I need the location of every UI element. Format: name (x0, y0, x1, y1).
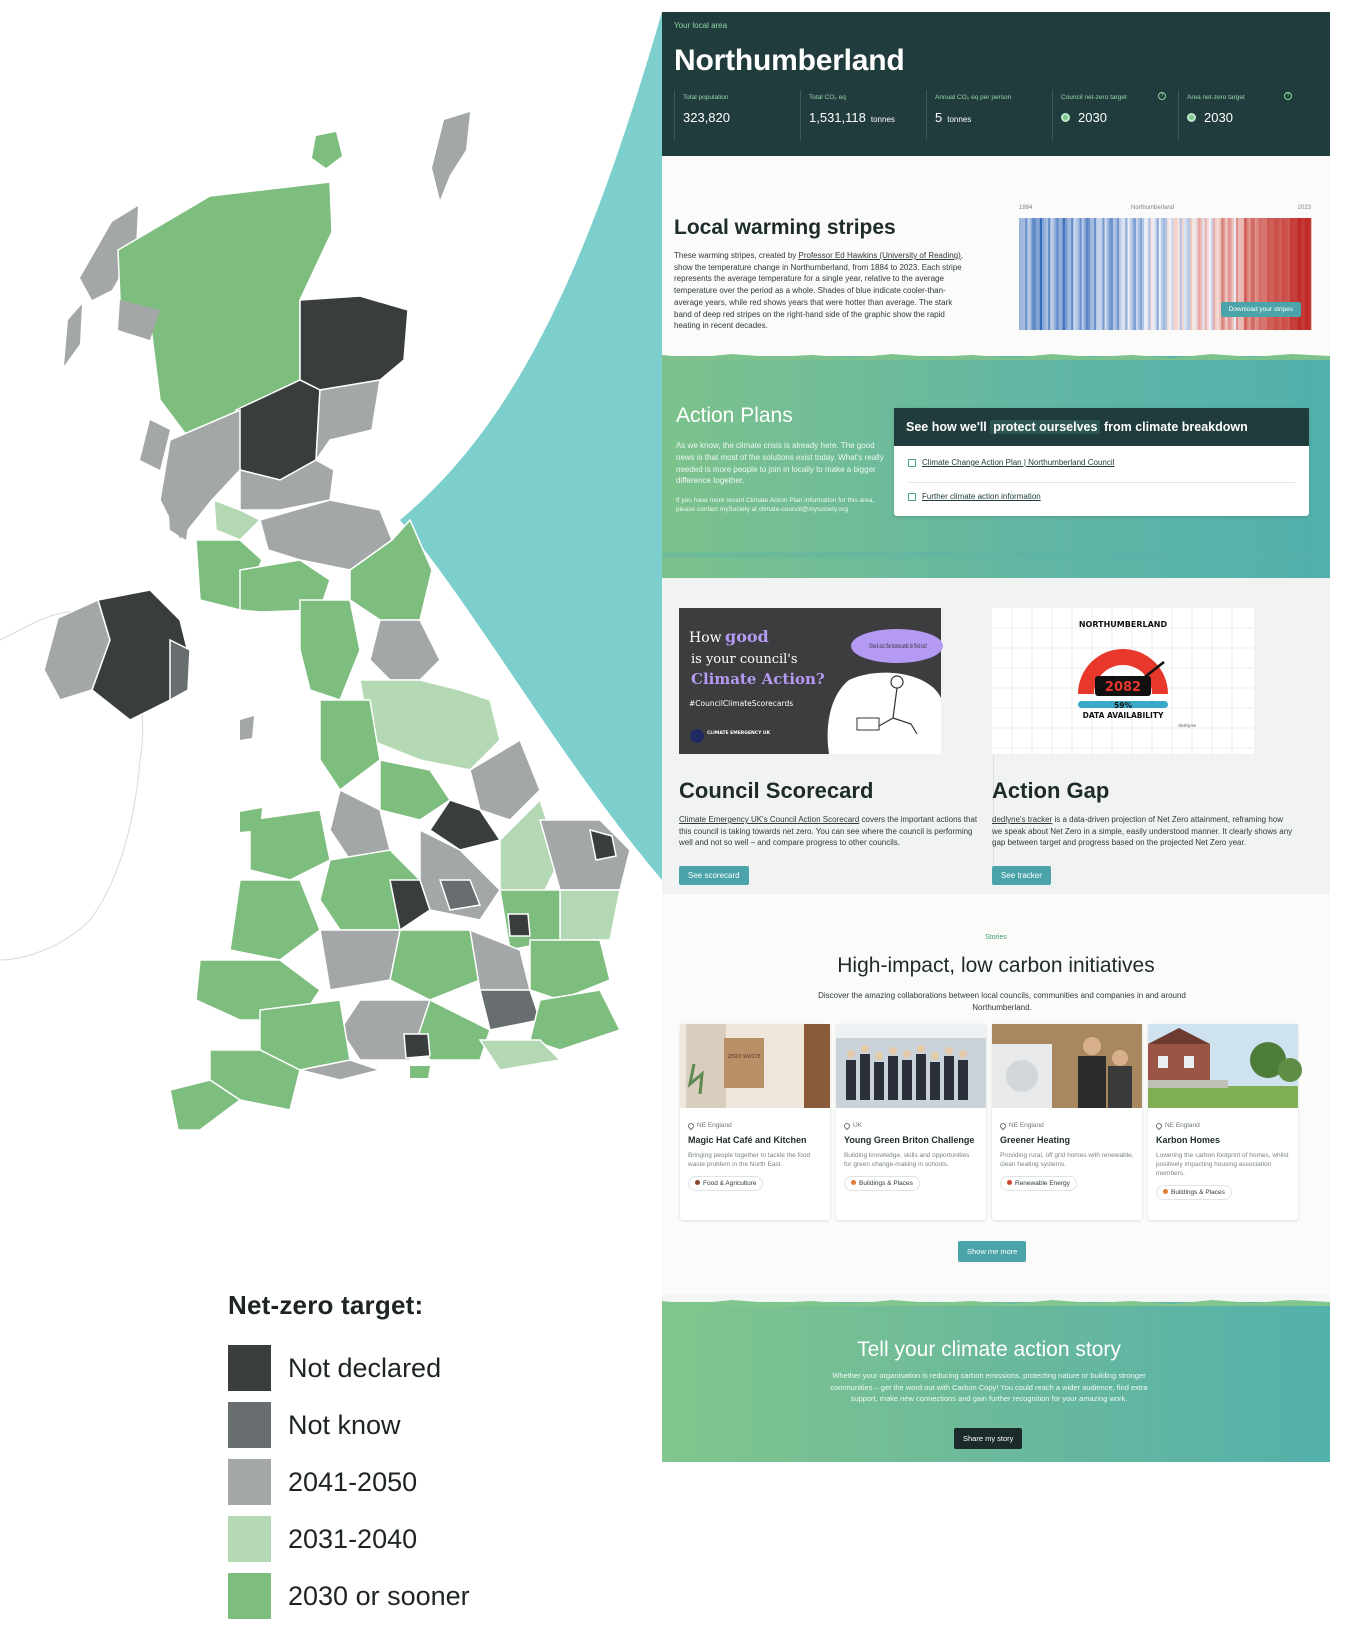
warming-stripe (1023, 218, 1025, 330)
story-title: Young Green Briton Challenge (844, 1135, 975, 1145)
section-heading: Action Gap (992, 778, 1110, 803)
legend-label: 2031-2040 (288, 1523, 418, 1554)
warming-stripe (1048, 218, 1050, 330)
img-pct: 59% (1114, 701, 1132, 710)
stat-value: 2030 (1078, 110, 1107, 125)
warming-stripe (1148, 218, 1150, 330)
warming-stripe (1036, 218, 1038, 330)
warming-stripe (1169, 218, 1171, 330)
img-hashtag: #CouncilClimateScorecards (689, 699, 794, 708)
legend-swatch (228, 1516, 271, 1562)
map-legend (228, 1290, 548, 1630)
warming-stripe (1046, 218, 1048, 330)
img-brand: dedlyne (1178, 724, 1197, 729)
story-location (1156, 1122, 1290, 1129)
warming-stripe (1190, 218, 1192, 330)
warming-stripe (1050, 218, 1052, 330)
share-story-button[interactable]: Share my story (954, 1428, 1022, 1449)
legend-swatch (228, 1402, 271, 1448)
warming-stripe (1032, 218, 1034, 330)
img-line2: is your council's (691, 652, 798, 667)
warming-stripe (1203, 218, 1205, 330)
stat-unit: tonnes (870, 115, 895, 124)
warming-stripe (1127, 218, 1129, 330)
stat-unit: tonnes (947, 115, 972, 124)
tag-text: Food & Agriculture (703, 1180, 757, 1187)
legend-item-2041-2050 (228, 1459, 548, 1505)
local-area-page (662, 12, 1330, 1462)
region-cumbria (300, 600, 360, 700)
plans-description: As we know, the climate crisis is already here. The good news is that most of the solutions exist today. What's really needed is more people to join in locally to make a bigger difference together. (676, 441, 884, 486)
legend-item-not-know (228, 1402, 548, 1448)
tag-dot (851, 1180, 856, 1185)
region-isle-of-wight (410, 1066, 430, 1078)
download-stripes-button[interactable]: Download your stripes (1221, 302, 1301, 317)
stat-value-wrap (809, 110, 918, 125)
page-title: Northumberland (674, 44, 905, 77)
story-title: Magic Hat Café and Kitchen (688, 1135, 807, 1145)
warming-stripe (1186, 218, 1188, 330)
warming-stripe (1079, 218, 1081, 330)
warming-stripe (1065, 218, 1067, 330)
story-description: Providing rural, off grid homes with renewable, clean heating systems. (1000, 1152, 1134, 1168)
location-text: NE England (697, 1122, 732, 1129)
stat-value-wrap (1061, 110, 1170, 125)
img-bubble: Check out the Scorecards to find out! (869, 642, 927, 650)
text-part: is a data-driven projection of Net Zero attainment, reframing how we speak about Net Zero in a simple, easily understood manner. It clearly shows any gap between target and progress based on the projected Net Zero year. (992, 815, 1293, 848)
warming-stripe (1019, 218, 1021, 330)
action-gap-card (975, 578, 1303, 894)
legend-title: Net-zero target: (228, 1290, 424, 1320)
story-card[interactable] (836, 1024, 986, 1220)
target-dot-icon (1187, 113, 1196, 122)
story-card[interactable] (992, 1024, 1142, 1220)
legend-swatch (228, 1459, 271, 1505)
location-text: NE England (1009, 1122, 1044, 1129)
warming-stripe (1086, 218, 1088, 330)
warming-stripe (1155, 218, 1157, 330)
section-heading: Tell your climate action story (857, 1338, 1121, 1361)
warming-stripe (1307, 218, 1309, 330)
legend-swatch (228, 1573, 271, 1619)
legend-label: 2041-2050 (288, 1466, 418, 1497)
dedlyne-link[interactable]: dedlyne's tracker (992, 815, 1053, 824)
warming-stripe (1096, 218, 1098, 330)
story-image (1148, 1024, 1298, 1108)
warming-stripe (1140, 218, 1142, 330)
img-good: good (725, 627, 769, 646)
region-shetland (432, 112, 470, 200)
warming-stripe (1057, 218, 1059, 330)
warming-stripe (1109, 218, 1111, 330)
story-description: Lowering the carbon footprint of homes, whilst positively impacting housing association members. (1156, 1152, 1289, 1177)
action-plan-card (894, 408, 1309, 516)
story-location (688, 1122, 822, 1129)
link-text: Further climate action information (922, 492, 1041, 501)
region-north-yorkshire (360, 680, 500, 770)
uk-map-svg (0, 0, 700, 1200)
region-mid-wales (230, 880, 320, 960)
stories-eyebrow: Stories (985, 934, 1007, 941)
legend-label: Not know (288, 1409, 401, 1440)
text-part: covers the important actions that this council is taking towards net zero. You can see where the council is performing well and not so well – and compare progress to other councils. (679, 815, 978, 848)
warming-stripe (1152, 218, 1154, 330)
tag-text: Buildings & Places (859, 1180, 913, 1187)
section-heading: Council Scorecard (679, 778, 874, 803)
action-gap-image (992, 608, 1254, 754)
warming-stripe (1105, 218, 1107, 330)
warming-stripes-section (662, 156, 1330, 356)
region-aberdeenshire (300, 296, 408, 390)
stat-value-wrap (935, 110, 1044, 125)
help-icon[interactable]: ? (1158, 92, 1166, 100)
external-link-icon (908, 493, 916, 501)
warming-stripe (1142, 218, 1144, 330)
plans-note: If you have more recent Climate Action Plan information for this area, please contact mySociety at climate-council@mysociety.org (676, 497, 875, 513)
legend-swatch (228, 1345, 271, 1391)
region-durham (370, 620, 440, 680)
warming-stripe (1111, 218, 1113, 330)
region-lancashire (320, 700, 380, 790)
location-pin-icon (687, 1121, 695, 1129)
warming-stripe (1025, 218, 1027, 330)
warming-stripe (1119, 218, 1121, 330)
stat-label: Annual CO₂ eq per person (935, 94, 1012, 101)
warming-stripe (1082, 218, 1084, 330)
stat-value: 1,531,118 (809, 110, 866, 125)
section-heading: Local warming stripes (674, 216, 896, 239)
story-location (844, 1122, 978, 1129)
legend-label: Not declared (288, 1352, 442, 1383)
warming-stripe (1194, 218, 1196, 330)
warming-stripe (1021, 218, 1023, 330)
warming-stripe (1098, 218, 1100, 330)
warming-stripe (1034, 218, 1036, 330)
legend-item-2031-2040 (228, 1516, 548, 1562)
warming-stripe (1059, 218, 1061, 330)
warming-stripe (1054, 218, 1056, 330)
warming-stripe (1196, 218, 1198, 330)
stat-value: 323,820 (683, 110, 730, 125)
target-dot-icon (1061, 113, 1070, 122)
tag-dot (1007, 1180, 1012, 1185)
warming-stripe (1167, 218, 1169, 330)
warming-stripe (1132, 218, 1134, 330)
warming-stripe (1027, 218, 1029, 330)
warming-stripe (1075, 218, 1077, 330)
scorecard-card (662, 578, 990, 894)
cta-description: Whether your organisation is reducing carbon emissions, protecting nature or building stronger communities – get the word out with Carbon Copy! You could reach a wider audience, find extra support, make new connections and gain further recognition for your amazing work. (830, 1371, 1148, 1403)
scorecard-image (679, 608, 941, 754)
warming-stripe (1180, 218, 1182, 330)
region-orkney (312, 132, 342, 168)
warming-stripe (1094, 218, 1096, 330)
see-scorecard-button[interactable]: See scorecard (679, 866, 749, 885)
warming-stripe (1067, 218, 1069, 330)
stripes-description (674, 250, 970, 332)
stat-value-wrap (1187, 110, 1296, 125)
region-ni-east (170, 640, 190, 700)
img-logo: CLIMATE EMERGENCY UK (707, 731, 771, 736)
warming-stripe (1071, 218, 1073, 330)
img-text: ZERO WASTE (727, 1054, 761, 1060)
text-part: , show the temperature change in Northumberland, from 1884 to 2023. Each stripe represents the average temperature for a single year, relative to the average temperature over the period as a whole. Shades of blue indicate cooler-than-average years, while red shows years that were hotter than average. The stark band of deep red stripes on the right-hand side of the graphic show the rapid heating in recent decades. (674, 251, 964, 331)
trackers-section (662, 578, 1330, 894)
story-tag (1000, 1176, 1077, 1191)
story-description: Bringing people together to tackle the food waste problem in the North East. (688, 1152, 811, 1168)
tag-dot (695, 1180, 700, 1185)
warming-stripe (1161, 218, 1163, 330)
region-oxford (390, 930, 480, 1000)
warming-stripe (1146, 218, 1148, 330)
region-luton (508, 914, 530, 936)
warming-stripe (1192, 218, 1194, 330)
story-location (1000, 1122, 1134, 1129)
action-gap-description (992, 814, 1294, 849)
link-text: Climate Change Action Plan | Northumberland Council (922, 458, 1115, 467)
further-info-link[interactable] (908, 492, 1041, 501)
scorecard-link[interactable]: Climate Emergency UK's Council Action Scorecard (679, 815, 860, 824)
stat-population (674, 90, 792, 140)
warming-stripe (1205, 218, 1207, 330)
story-title: Karbon Homes (1156, 1135, 1221, 1145)
section-heading: Action Plans (676, 404, 793, 427)
story-card[interactable] (680, 1024, 830, 1220)
card-title (894, 408, 1309, 446)
stripes-end-year: 2023 (1297, 205, 1311, 211)
stat-value: 5 (935, 110, 943, 125)
region-west-yorkshire (380, 760, 450, 820)
region-london (480, 990, 540, 1030)
tag-text: Renewable Energy (1015, 1180, 1070, 1187)
story-image (836, 1024, 986, 1108)
warming-stripe (1178, 218, 1180, 330)
img-how: How (689, 630, 722, 646)
warming-stripe (1102, 218, 1104, 330)
warming-stripe (1309, 218, 1311, 330)
img-title: NORTHUMBERLAND (1078, 620, 1168, 629)
img-caption: DATA AVAILABILITY (1082, 711, 1164, 720)
region-angus (316, 380, 380, 460)
warming-stripe (1200, 218, 1202, 330)
stat-co2-per-person (926, 90, 1044, 140)
warming-stripe (1042, 218, 1044, 330)
stat-value: 2030 (1204, 110, 1233, 125)
region-anglesey (240, 808, 262, 832)
action-plans-section (662, 356, 1330, 578)
warming-stripe (1173, 218, 1175, 330)
story-tag (1156, 1185, 1232, 1200)
warming-stripe (1115, 218, 1117, 330)
ed-hawkins-link[interactable]: Professor Ed Hawkins (University of Reading) (798, 251, 961, 260)
stat-council-target (1052, 90, 1170, 140)
warming-stripe (1069, 218, 1071, 330)
action-plan-link[interactable] (908, 458, 1114, 467)
external-link-icon (908, 459, 916, 467)
help-icon[interactable]: ? (1284, 92, 1292, 100)
stat-area-target (1178, 90, 1296, 140)
location-pin-icon (999, 1121, 1007, 1129)
warming-stripes-graphic (1019, 205, 1311, 330)
warming-stripe (1123, 218, 1125, 330)
warming-stripe (1052, 218, 1054, 330)
warming-stripe (1084, 218, 1086, 330)
legend-item-2030-or-sooner (228, 1573, 548, 1619)
warming-stripe (1136, 218, 1138, 330)
warming-stripe (1077, 218, 1079, 330)
warming-stripe (1209, 218, 1211, 330)
stat-label: Total population (683, 94, 729, 101)
warming-stripe (1144, 218, 1146, 330)
warming-stripe (1213, 218, 1215, 330)
tag-dot (1163, 1189, 1168, 1194)
warming-stripe (1165, 218, 1167, 330)
area-header (662, 12, 1330, 156)
img-line3: Climate Action? (691, 670, 825, 688)
show-more-button[interactable]: Show me more (958, 1241, 1026, 1262)
warming-stripe (1217, 218, 1219, 330)
warming-stripe (1038, 218, 1040, 330)
story-description: Building knowledge, skills and opportunities for green change-making in schools. (844, 1152, 970, 1168)
legend-item-not-declared (228, 1345, 548, 1391)
torn-edge (662, 1298, 1330, 1306)
text-part: These warming stripes, created by (674, 251, 799, 260)
warming-stripe (1138, 218, 1140, 330)
warming-stripe (1175, 218, 1177, 330)
stat-value-wrap (683, 110, 792, 125)
warming-stripe (1092, 218, 1094, 330)
warming-stripe (1113, 218, 1115, 330)
uk-net-zero-map (0, 0, 700, 1200)
stripes-start-year: 1884 (1019, 205, 1033, 211)
warming-stripe (1198, 218, 1200, 330)
stripes-place: Northumberland (1131, 205, 1175, 211)
warming-stripe (1215, 218, 1217, 330)
story-image (992, 1024, 1142, 1108)
tag-text: Buildings & Places (1171, 1189, 1225, 1196)
location-text: UK (853, 1122, 863, 1129)
warming-stripe (1125, 218, 1127, 330)
warming-stripe (1207, 218, 1209, 330)
region-suffolk (560, 890, 620, 940)
story-card[interactable] (1148, 1024, 1298, 1220)
divider (908, 482, 1295, 483)
region-north-wales (250, 810, 330, 880)
warming-stripe (1171, 218, 1173, 330)
warming-stripe (1100, 218, 1102, 330)
warming-stripe (1107, 218, 1109, 330)
img-year: 2082 (1104, 680, 1142, 695)
warming-stripe (1073, 218, 1075, 330)
warming-stripe (1134, 218, 1136, 330)
region-portsmouth (404, 1034, 430, 1058)
region-gloucester (320, 930, 400, 990)
location-text: NE England (1165, 1122, 1200, 1129)
location-pin-icon (843, 1121, 851, 1129)
warming-stripe (1121, 218, 1123, 330)
location-pin-icon (1155, 1121, 1163, 1129)
warming-stripe (1211, 218, 1213, 330)
warming-stripe (1040, 218, 1042, 330)
stories-description: Discover the amazing collaborations between local councils, communities and companies in and around Northumberland. (818, 991, 1186, 1012)
warming-stripe (1157, 218, 1159, 330)
warming-stripe (1305, 218, 1307, 330)
title-part: See how we'll (906, 420, 991, 434)
story-tag (844, 1176, 920, 1191)
stat-label: Council net-zero target (1061, 94, 1127, 101)
warming-stripe (1130, 218, 1132, 330)
header-eyebrow: Your local area (674, 21, 728, 30)
stories-section (662, 894, 1330, 1294)
title-part: from climate breakdown (1100, 420, 1248, 434)
stat-label: Area net-zero target (1187, 94, 1245, 101)
story-title: Greener Heating (1000, 1135, 1071, 1145)
stat-total-co2 (800, 90, 918, 140)
warming-stripe (1163, 218, 1165, 330)
section-heading: High-impact, low carbon initiatives (837, 954, 1155, 977)
scorecard-description (679, 814, 981, 849)
warming-stripe (1090, 218, 1092, 330)
region-kent (530, 990, 620, 1050)
title-highlight: protect ourselves (990, 420, 1100, 434)
warming-stripe (1029, 218, 1031, 330)
warming-stripe (1044, 218, 1046, 330)
torn-edge (662, 552, 1330, 560)
legend-label: 2030 or sooner (288, 1580, 470, 1611)
story-tag (688, 1176, 763, 1191)
warming-stripe (1063, 218, 1065, 330)
share-story-section (662, 1302, 1330, 1462)
story-image (680, 1024, 830, 1108)
region-isle-of-man (240, 716, 254, 740)
warming-stripe (1150, 218, 1152, 330)
warming-stripe (1188, 218, 1190, 330)
warming-stripe (1184, 218, 1186, 330)
warming-stripe (1088, 218, 1090, 330)
see-tracker-button[interactable]: See tracker (992, 866, 1051, 885)
warming-stripe (1182, 218, 1184, 330)
stat-label: Total CO₂ eq (809, 94, 846, 101)
warming-stripe (1159, 218, 1161, 330)
warming-stripe (1117, 218, 1119, 330)
warming-stripe (1061, 218, 1063, 330)
region-hebrides-south (64, 304, 82, 366)
warming-stripe (1303, 218, 1305, 330)
torn-edge (662, 352, 1330, 360)
